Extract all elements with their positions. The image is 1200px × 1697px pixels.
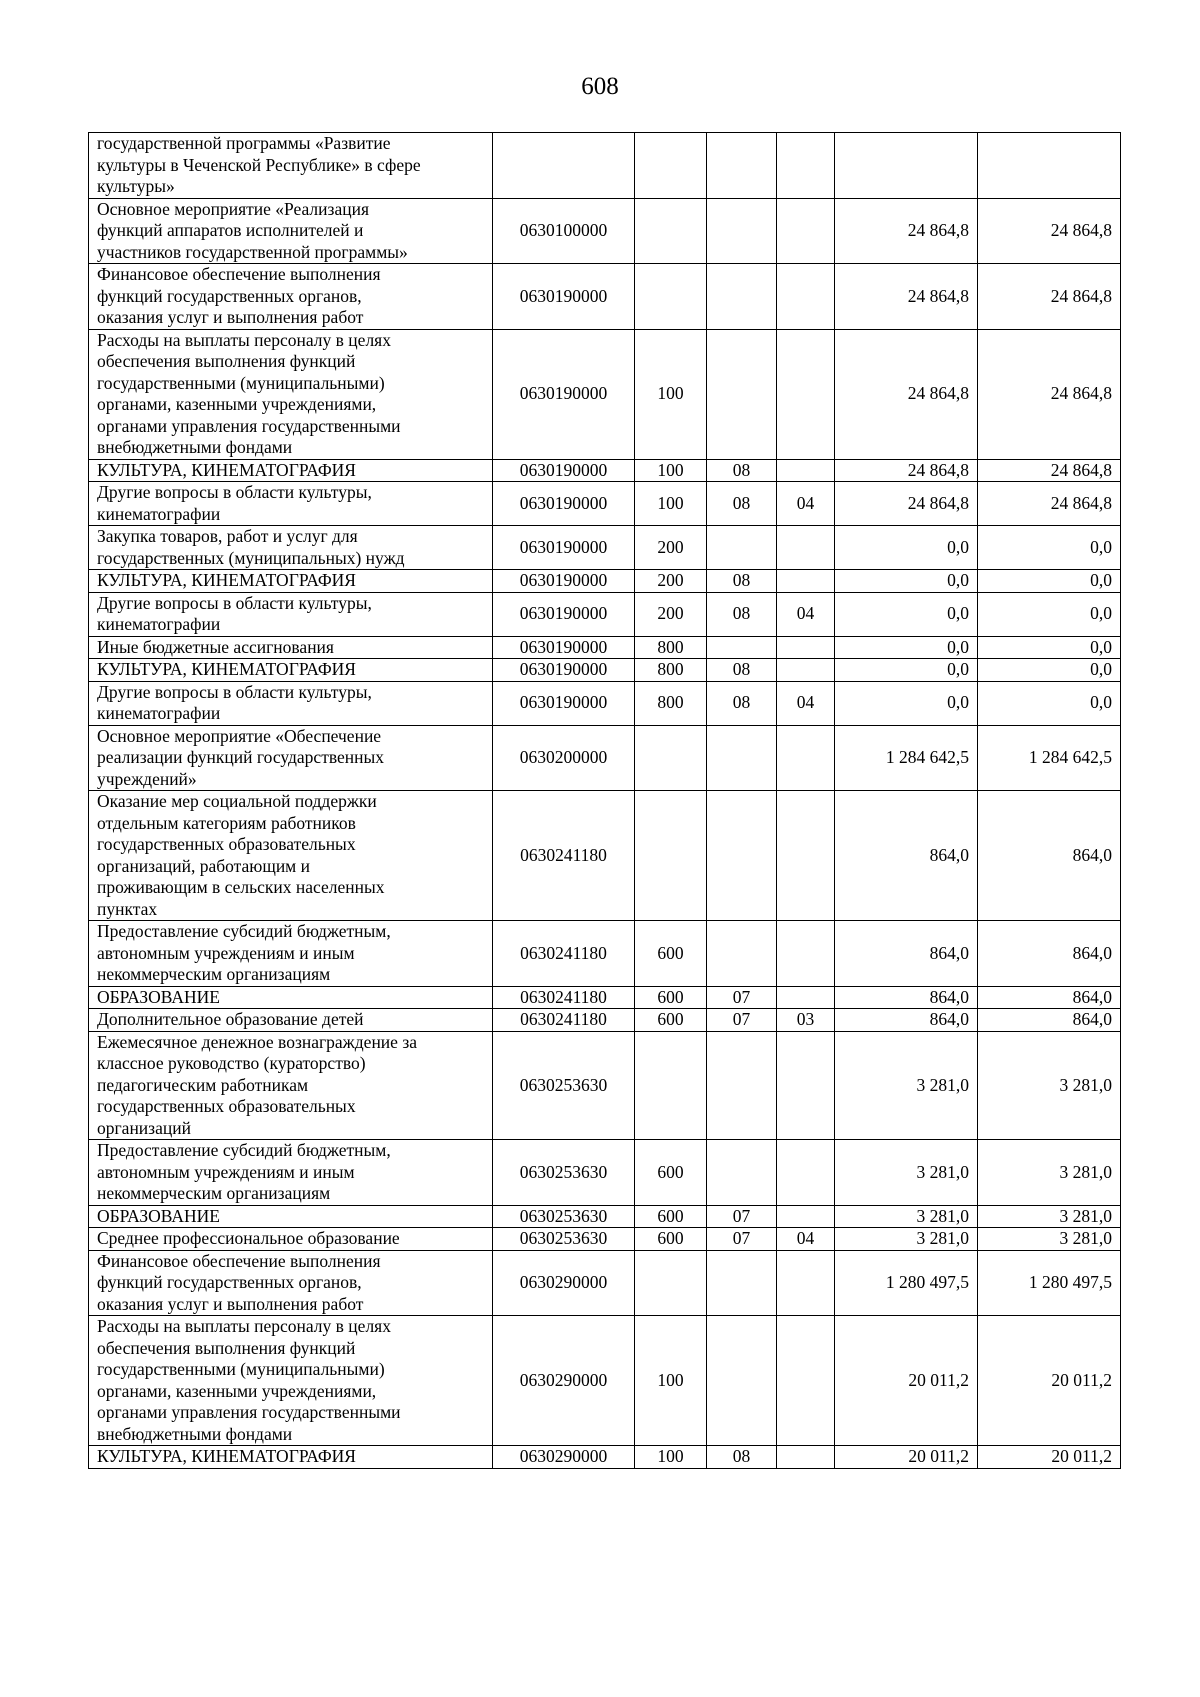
expense-name: Основное мероприятие «Реализация функций аппаратов исполнителей и участников государственной программы» [89, 198, 493, 264]
section-code: 08 [707, 659, 777, 682]
section-code [707, 1031, 777, 1140]
subsection-code: 04 [777, 482, 835, 526]
expense-name: ОБРАЗОВАНИЕ [89, 986, 493, 1009]
table-row [89, 1316, 1121, 1446]
expense-name: Оказание мер социальной поддержки отдельным категориям работников государственных образовательных организаций, работающим и проживающим в сельских населенных пунктах [89, 791, 493, 921]
subsection-code [777, 1031, 835, 1140]
amount-year-2: 3 281,0 [978, 1140, 1121, 1206]
amount-year-2: 0,0 [978, 659, 1121, 682]
amount-year-2: 1 284 642,5 [978, 725, 1121, 791]
amount-year-1: 24 864,8 [835, 459, 978, 482]
amount-year-2: 24 864,8 [978, 482, 1121, 526]
section-code: 08 [707, 570, 777, 593]
page-number: 608 [581, 73, 619, 100]
expense-type-code: 200 [635, 570, 707, 593]
section-code [707, 636, 777, 659]
table-row [89, 1031, 1121, 1140]
amount-year-2: 0,0 [978, 681, 1121, 725]
expense-type-code: 600 [635, 921, 707, 987]
section-code: 08 [707, 592, 777, 636]
target-article-code: 0630190000 [493, 264, 635, 330]
expense-type-code: 800 [635, 681, 707, 725]
table-row [89, 1250, 1121, 1316]
expense-name: ОБРАЗОВАНИЕ [89, 1205, 493, 1228]
section-code: 08 [707, 681, 777, 725]
target-article-code: 0630241180 [493, 1009, 635, 1032]
amount-year-1: 1 284 642,5 [835, 725, 978, 791]
expense-name: КУЛЬТУРА, КИНЕМАТОГРАФИЯ [89, 459, 493, 482]
expense-name: Иные бюджетные ассигнования [89, 636, 493, 659]
table-row [89, 1009, 1121, 1032]
subsection-code: 04 [777, 592, 835, 636]
section-code: 07 [707, 1205, 777, 1228]
table-row [89, 1140, 1121, 1206]
subsection-code [777, 526, 835, 570]
amount-year-2: 0,0 [978, 526, 1121, 570]
section-code [707, 791, 777, 921]
amount-year-1: 0,0 [835, 592, 978, 636]
table-row [89, 791, 1121, 921]
subsection-code [777, 329, 835, 459]
table-row [89, 725, 1121, 791]
expense-type-code [635, 133, 707, 199]
target-article-code: 0630190000 [493, 681, 635, 725]
expense-type-code [635, 725, 707, 791]
expense-type-code: 200 [635, 592, 707, 636]
expense-type-code: 600 [635, 1009, 707, 1032]
amount-year-1: 864,0 [835, 921, 978, 987]
amount-year-2: 3 281,0 [978, 1228, 1121, 1251]
table-row [89, 1205, 1121, 1228]
subsection-code [777, 921, 835, 987]
amount-year-1 [835, 133, 978, 199]
amount-year-1: 20 011,2 [835, 1446, 978, 1469]
target-article-code: 0630290000 [493, 1316, 635, 1446]
table-body [89, 133, 1121, 1469]
target-article-code: 0630253630 [493, 1205, 635, 1228]
amount-year-2: 0,0 [978, 570, 1121, 593]
target-article-code: 0630253630 [493, 1228, 635, 1251]
amount-year-2: 24 864,8 [978, 459, 1121, 482]
section-code [707, 1316, 777, 1446]
section-code [707, 1140, 777, 1206]
section-code [707, 725, 777, 791]
table-row [89, 264, 1121, 330]
expense-name: Другие вопросы в области культуры, кинематографии [89, 681, 493, 725]
expense-type-code: 100 [635, 329, 707, 459]
expense-name: Другие вопросы в области культуры, кинематографии [89, 482, 493, 526]
subsection-code [777, 1205, 835, 1228]
amount-year-2: 864,0 [978, 1009, 1121, 1032]
amount-year-2: 0,0 [978, 636, 1121, 659]
table-row [89, 459, 1121, 482]
amount-year-1: 0,0 [835, 570, 978, 593]
target-article-code: 0630190000 [493, 659, 635, 682]
table-row [89, 1446, 1121, 1469]
amount-year-2: 864,0 [978, 986, 1121, 1009]
target-article-code: 0630290000 [493, 1250, 635, 1316]
subsection-code [777, 198, 835, 264]
amount-year-1: 3 281,0 [835, 1228, 978, 1251]
expense-type-code: 100 [635, 459, 707, 482]
table-row [89, 133, 1121, 199]
table-row [89, 198, 1121, 264]
expense-name: Дополнительное образование детей [89, 1009, 493, 1032]
target-article-code: 0630190000 [493, 459, 635, 482]
target-article-code: 0630190000 [493, 329, 635, 459]
table-row [89, 329, 1121, 459]
subsection-code [777, 636, 835, 659]
subsection-code [777, 725, 835, 791]
subsection-code [777, 986, 835, 1009]
expense-name: Другие вопросы в области культуры, кинематографии [89, 592, 493, 636]
table-row [89, 1228, 1121, 1251]
expense-type-code: 800 [635, 636, 707, 659]
target-article-code: 0630190000 [493, 636, 635, 659]
expense-type-code: 100 [635, 482, 707, 526]
amount-year-1: 3 281,0 [835, 1031, 978, 1140]
target-article-code: 0630241180 [493, 921, 635, 987]
subsection-code [777, 264, 835, 330]
subsection-code: 04 [777, 681, 835, 725]
table-row [89, 592, 1121, 636]
section-code: 08 [707, 1446, 777, 1469]
amount-year-1: 20 011,2 [835, 1316, 978, 1446]
amount-year-1: 24 864,8 [835, 482, 978, 526]
subsection-code [777, 1140, 835, 1206]
section-code: 07 [707, 986, 777, 1009]
table-row [89, 681, 1121, 725]
amount-year-1: 3 281,0 [835, 1205, 978, 1228]
expense-name: КУЛЬТУРА, КИНЕМАТОГРАФИЯ [89, 659, 493, 682]
table-row [89, 482, 1121, 526]
expense-name: государственной программы «Развитие культуры в Чеченской Республике» в сфере культуры» [89, 133, 493, 199]
subsection-code [777, 1446, 835, 1469]
expense-name: Предоставление субсидий бюджетным, автономным учреждениям и иным некоммерческим организациям [89, 1140, 493, 1206]
amount-year-1: 1 280 497,5 [835, 1250, 978, 1316]
amount-year-2: 1 280 497,5 [978, 1250, 1121, 1316]
section-code [707, 1250, 777, 1316]
table-row [89, 526, 1121, 570]
expense-type-code: 200 [635, 526, 707, 570]
expense-type-code [635, 264, 707, 330]
amount-year-1: 3 281,0 [835, 1140, 978, 1206]
subsection-code [777, 1250, 835, 1316]
amount-year-2: 3 281,0 [978, 1031, 1121, 1140]
section-code: 07 [707, 1228, 777, 1251]
target-article-code: 0630241180 [493, 791, 635, 921]
section-code [707, 921, 777, 987]
amount-year-2 [978, 133, 1121, 199]
expense-type-code [635, 1250, 707, 1316]
expense-name: Финансовое обеспечение выполнения функций государственных органов, оказания услуг и выполнения работ [89, 264, 493, 330]
expense-name: КУЛЬТУРА, КИНЕМАТОГРАФИЯ [89, 570, 493, 593]
expense-type-code: 800 [635, 659, 707, 682]
table-row [89, 659, 1121, 682]
expense-type-code [635, 1031, 707, 1140]
expense-name: Финансовое обеспечение выполнения функций государственных органов, оказания услуг и выполнения работ [89, 1250, 493, 1316]
target-article-code: 0630253630 [493, 1031, 635, 1140]
amount-year-1: 864,0 [835, 1009, 978, 1032]
table-row [89, 921, 1121, 987]
expense-type-code: 600 [635, 986, 707, 1009]
expense-type-code: 600 [635, 1205, 707, 1228]
subsection-code: 04 [777, 1228, 835, 1251]
table-row [89, 986, 1121, 1009]
amount-year-2: 864,0 [978, 921, 1121, 987]
section-code: 08 [707, 482, 777, 526]
target-article-code: 0630190000 [493, 570, 635, 593]
amount-year-2: 20 011,2 [978, 1316, 1121, 1446]
section-code: 08 [707, 459, 777, 482]
amount-year-1: 0,0 [835, 636, 978, 659]
expense-name: Предоставление субсидий бюджетным, автономным учреждениям и иным некоммерческим организациям [89, 921, 493, 987]
target-article-code: 0630190000 [493, 526, 635, 570]
expense-type-code: 100 [635, 1316, 707, 1446]
amount-year-2: 24 864,8 [978, 264, 1121, 330]
section-code [707, 526, 777, 570]
expense-name: Ежемесячное денежное вознаграждение за классное руководство (кураторство) педагогическим работникам государственных образовательных организаций [89, 1031, 493, 1140]
section-code [707, 198, 777, 264]
expense-name: КУЛЬТУРА, КИНЕМАТОГРАФИЯ [89, 1446, 493, 1469]
amount-year-1: 24 864,8 [835, 329, 978, 459]
target-article-code: 0630190000 [493, 592, 635, 636]
amount-year-2: 24 864,8 [978, 329, 1121, 459]
target-article-code: 0630241180 [493, 986, 635, 1009]
table-row [89, 570, 1121, 593]
expense-type-code: 100 [635, 1446, 707, 1469]
amount-year-1: 0,0 [835, 526, 978, 570]
budget-table [88, 132, 1121, 1469]
expense-name: Расходы на выплаты персоналу в целях обеспечения выполнения функций государственными (муниципальными) органами, казенными учреждениями, органами управления государственными внебюджетными фондами [89, 329, 493, 459]
expense-type-code [635, 791, 707, 921]
subsection-code: 03 [777, 1009, 835, 1032]
expense-name: Расходы на выплаты персоналу в целях обеспечения выполнения функций государственными (муниципальными) органами, казенными учреждениями, органами управления государственными внебюджетными фондами [89, 1316, 493, 1446]
subsection-code [777, 1316, 835, 1446]
target-article-code: 0630190000 [493, 482, 635, 526]
table-row [89, 636, 1121, 659]
amount-year-2: 3 281,0 [978, 1205, 1121, 1228]
amount-year-1: 864,0 [835, 791, 978, 921]
amount-year-1: 864,0 [835, 986, 978, 1009]
section-code [707, 329, 777, 459]
subsection-code [777, 459, 835, 482]
amount-year-2: 20 011,2 [978, 1446, 1121, 1469]
amount-year-2: 24 864,8 [978, 198, 1121, 264]
target-article-code: 0630290000 [493, 1446, 635, 1469]
expense-name: Основное мероприятие «Обеспечение реализации функций государственных учреждений» [89, 725, 493, 791]
subsection-code [777, 570, 835, 593]
section-code [707, 264, 777, 330]
expense-type-code: 600 [635, 1140, 707, 1206]
section-code: 07 [707, 1009, 777, 1032]
target-article-code: 0630253630 [493, 1140, 635, 1206]
target-article-code: 0630100000 [493, 198, 635, 264]
expense-name: Среднее профессиональное образование [89, 1228, 493, 1251]
amount-year-2: 864,0 [978, 791, 1121, 921]
target-article-code [493, 133, 635, 199]
subsection-code [777, 791, 835, 921]
amount-year-1: 0,0 [835, 681, 978, 725]
expense-type-code: 600 [635, 1228, 707, 1251]
expense-name: Закупка товаров, работ и услуг для государственных (муниципальных) нужд [89, 526, 493, 570]
target-article-code: 0630200000 [493, 725, 635, 791]
amount-year-1: 24 864,8 [835, 264, 978, 330]
section-code [707, 133, 777, 199]
amount-year-1: 24 864,8 [835, 198, 978, 264]
expense-type-code [635, 198, 707, 264]
amount-year-2: 0,0 [978, 592, 1121, 636]
amount-year-1: 0,0 [835, 659, 978, 682]
subsection-code [777, 659, 835, 682]
subsection-code [777, 133, 835, 199]
